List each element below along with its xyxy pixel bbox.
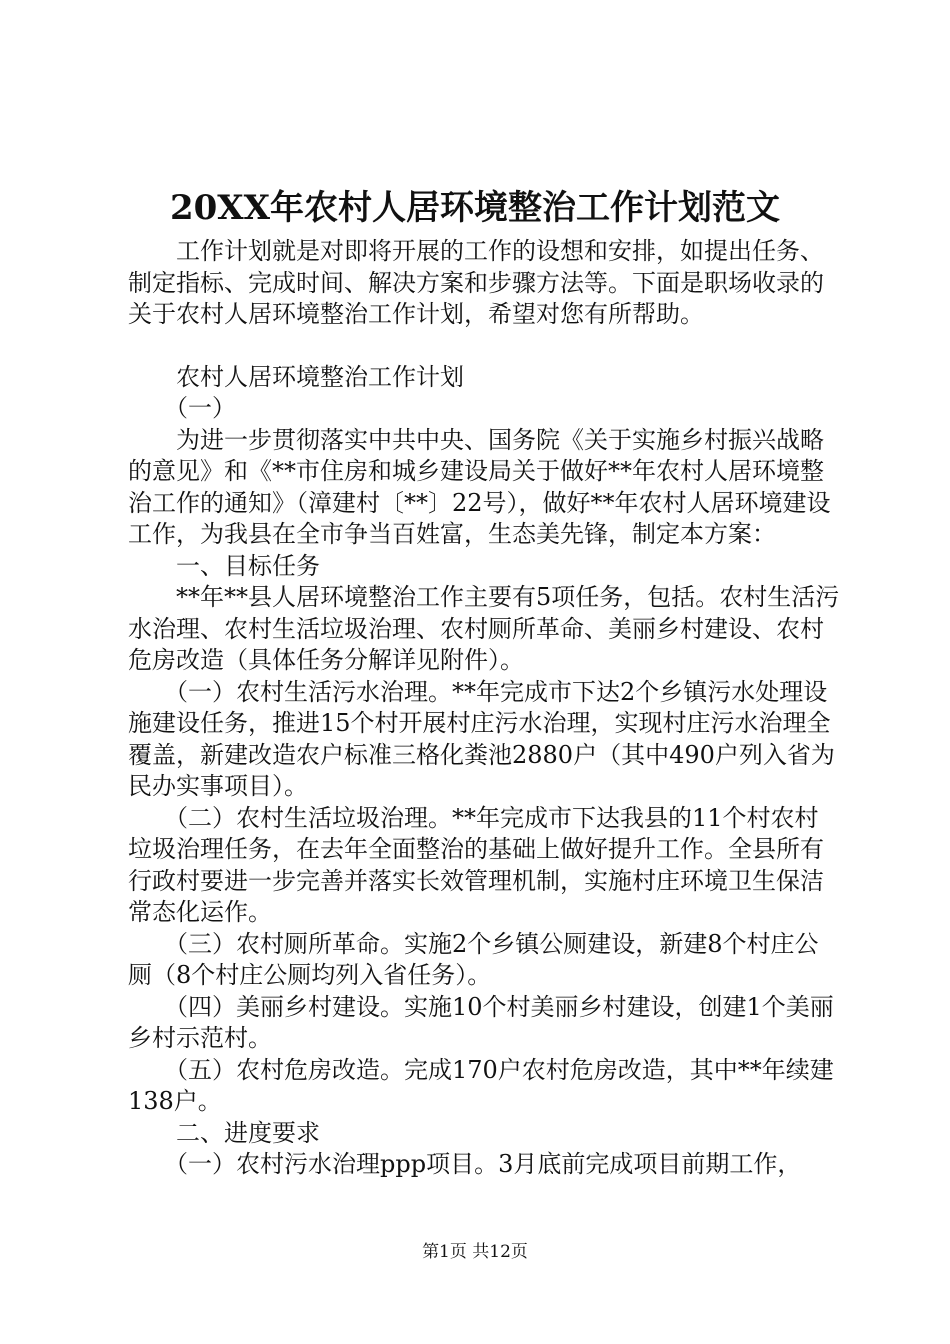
paragraph-gap — [128, 331, 840, 362]
page-footer: 第1页 共12页 — [422, 1242, 528, 1262]
intro-paragraph: 工作计划就是对即将开展的工作的设想和安排，如提出任务、制定指标、完成时间、解决方案和步骤方法等。下面是职场收录的关于农村人居环境整治工作计划，希望对您有所帮助。 — [128, 237, 824, 328]
body-paragraph: **年**县人居环境整治工作主要有5项任务，包括。农村生活污水治理、农村生活垃圾治理、农村厕所革命、美丽乡村建设、农村危房改造（具体任务分解详见附件）。 — [128, 583, 840, 674]
body-paragraph: （一）农村生活污水治理。**年完成市下达2个乡镇污水处理设施建设任务，推进15个村开展村庄污水治理，实现村庄污水治理全覆盖，新建改造农户标准三格化粪池2880户（其中490户列入省为民办实事项目）。 — [128, 677, 835, 800]
body-paragraph: （一）农村污水治理ppp项目。3月底前完成项目前期工作， — [128, 1150, 802, 1178]
body-paragraph: （三）农村厕所革命。实施2个乡镇公厕建设，新建8个村庄公厕（8个村庄公厕均列入省任务）。 — [128, 929, 819, 989]
body-paragraph: （四）美丽乡村建设。实施10个村美丽乡村建设，创建1个美丽乡村示范村。 — [128, 992, 834, 1052]
body-paragraph: （五）农村危房改造。完成170户农村危房改造，其中**年续建138户。 — [128, 1055, 834, 1115]
document-title: 20XX年农村人居环境整治工作计划范文 — [169, 188, 781, 228]
section-heading: 二、进度要求 — [128, 1118, 320, 1147]
body-paragraph: 为进一步贯彻落实中共中央、国务院《关于实施乡村振兴战略的意见》和《**市住房和城乡建设局关于做好**年农村人居环境整治工作的通知》（漳建村〔**〕22号），做好**年农村人居环境建设工作，为我县在全市争当百姓富，生态美先锋，制定本方案： — [128, 425, 831, 548]
section-number: （一） — [128, 394, 236, 422]
plan-heading: 农村人居环境整治工作计划 — [128, 362, 464, 391]
section-heading: 一、目标任务 — [128, 551, 320, 580]
body-paragraph: （二）农村生活垃圾治理。**年完成市下达我县的11个村农村垃圾治理任务，在去年全面整治的基础上做好提升工作。全县所有行政村要进一步完善并落实长效管理机制，实施村庄环境卫生保洁常态化运作。 — [128, 803, 824, 926]
document-body — [128, 236, 840, 1181]
